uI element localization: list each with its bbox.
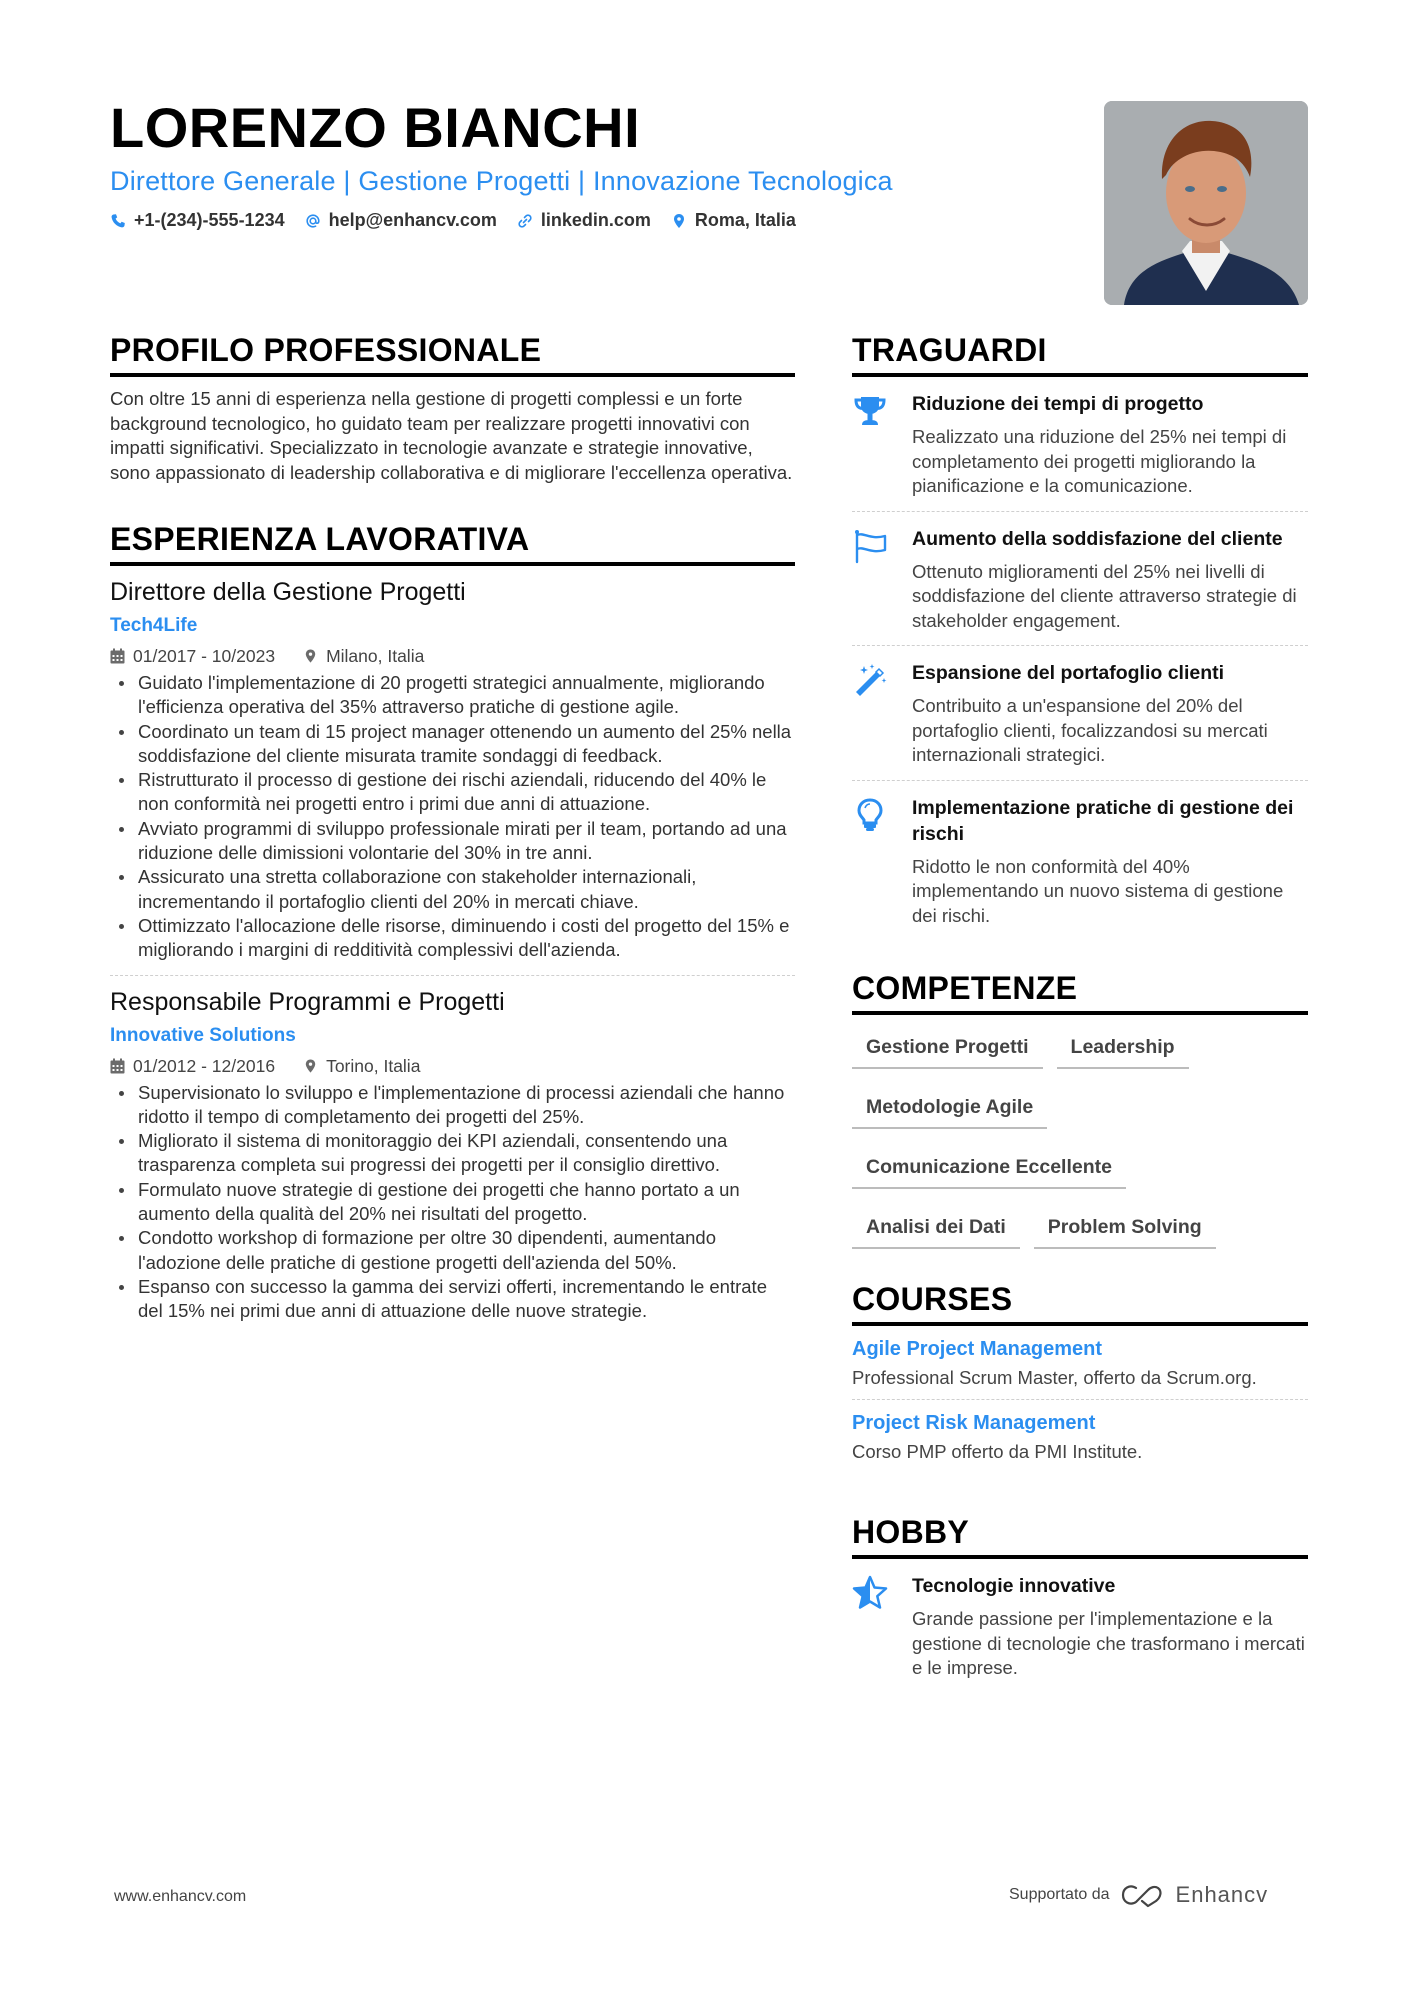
- achievement-item: [852, 645, 1308, 780]
- candidate-name: LORENZO BIANCHI: [110, 96, 641, 159]
- job-title: Responsabile Programmi e Progetti: [110, 987, 505, 1016]
- skill-tag: Problem Solving: [1034, 1209, 1216, 1249]
- job-location-text: Torino, Italia: [326, 1055, 421, 1076]
- job-location: [303, 644, 424, 668]
- achievement-item: [852, 780, 1308, 941]
- resume-header: [110, 96, 1010, 231]
- skill-tag: Gestione Progetti: [852, 1029, 1043, 1069]
- contact-location: [671, 210, 796, 231]
- course-desc: Corso PMP offerto da PMI Institute.: [852, 1440, 1143, 1462]
- lightbulb-icon: [852, 797, 888, 833]
- courses-section: [852, 1279, 1308, 1472]
- bullet-item: Ristrutturato il processo di gestione dei rischi aziendali, riducendo del 40% le non conformità nei progetti entro i primi due anni di attuazione.: [110, 768, 795, 817]
- calendar-icon: [110, 648, 125, 664]
- bullet-item: Ottimizzato l'allocazione delle risorse, diminuendo i costi del progetto del 15% e migliorando i margini di redditività complessivi dell'azienda.: [110, 914, 795, 963]
- map-pin-icon: [303, 1058, 318, 1074]
- magic-wand-icon: [852, 662, 888, 698]
- profile-heading: PROFILO PROFESSIONALE: [110, 330, 795, 377]
- enhancv-logo-icon: [1120, 1882, 1166, 1908]
- portrait-illustration: [1104, 101, 1308, 305]
- profile-section: [110, 330, 795, 485]
- course-desc: Professional Scrum Master, offerto da Scrum.org.: [852, 1367, 1257, 1388]
- link-icon: [517, 213, 533, 229]
- company-name[interactable]: Innovative Solutions: [110, 1024, 296, 1046]
- company-name[interactable]: Tech4Life: [110, 615, 198, 636]
- achievement-desc: Contribuito a un'espansione del 20% del portafoglio clienti, focalizzandosi su mercati internazionali strategici.: [912, 695, 1268, 765]
- job-meta: [110, 644, 795, 668]
- left-column: [110, 330, 795, 1352]
- trophy-icon: [852, 393, 888, 429]
- contact-email[interactable]: [305, 210, 497, 231]
- achievement-desc: Ottenuto miglioramenti del 25% nei livelli di soddisfazione del cliente attraverso strategie di stakeholder engagement.: [912, 560, 1297, 631]
- skill-tag: Comunicazione Eccellente: [852, 1149, 1126, 1189]
- job-bullets: [110, 1081, 795, 1324]
- map-pin-icon: [671, 213, 687, 229]
- bullet-item: Condotto workshop di formazione per oltre 30 dipendenti, aumentando l'adozione delle pratiche di gestione progetti dell'azienda del 50%.: [110, 1226, 795, 1275]
- achievement-desc: Realizzato una riduzione del 25% nei tempi di completamento dei progetti migliorando la pianificazione e la comunicazione.: [912, 426, 1287, 496]
- hobby-title: Tecnologie innovative: [912, 1575, 1116, 1597]
- job-dates-text: 01/2012 - 12/2016: [133, 1055, 276, 1076]
- job-dates: [110, 1054, 275, 1078]
- job-meta: [110, 1054, 795, 1078]
- brand-name: Enhancv: [1175, 1882, 1269, 1907]
- job-entry: [110, 566, 795, 976]
- bullet-item: Coordinato un team di 15 project manager ottenendo un aumento del 25% nella soddisfazione del cliente misurata tramite sondaggi di feedback.: [110, 720, 795, 769]
- star-icon: [852, 1575, 888, 1611]
- course-item: [852, 1326, 1308, 1399]
- job-entry: [110, 976, 795, 1324]
- achievement-item: [852, 377, 1308, 511]
- location-text: Roma, Italia: [694, 210, 796, 230]
- bullet-item: Migliorato il sistema di monitoraggio dei KPI aziendali, consentendo una trasparenza completa sui progressi dei progetti per il consiglio direttivo.: [110, 1129, 795, 1178]
- candidate-title: Direttore Generale | Gestione Progetti | Innovazione Tecnologica: [110, 166, 893, 196]
- contact-linkedin[interactable]: [517, 210, 651, 231]
- contact-phone[interactable]: [110, 210, 285, 231]
- bullet-item: Assicurato una stretta collaborazione con stakeholder internazionali, incrementando il portafoglio clienti del 20% in mercati chiave.: [110, 865, 795, 914]
- hobby-item: [852, 1559, 1308, 1693]
- map-pin-icon: [303, 648, 318, 664]
- phone-icon: [110, 213, 126, 229]
- at-icon: [305, 213, 321, 229]
- powered-by-text: Supportato da: [1009, 1886, 1110, 1903]
- email-text: help@enhancv.com: [328, 210, 497, 230]
- skill-tag: Analisi dei Dati: [852, 1209, 1020, 1249]
- experience-heading: ESPERIENZA LAVORATIVA: [110, 519, 795, 566]
- hobby-section: [852, 1512, 1308, 1693]
- bullet-item: Espanso con successo la gamma dei servizi offerti, incrementando le entrate del 15% nei primi due anni di attuazione delle nuove strategie.: [110, 1275, 795, 1324]
- hobby-heading: HOBBY: [852, 1512, 1308, 1559]
- footer-branding: [1009, 1882, 1268, 1908]
- skills-heading: COMPETENZE: [852, 968, 1308, 1015]
- skills-section: [852, 968, 1308, 1269]
- achievement-desc: Ridotto le non conformità del 40% implementando un nuovo sistema di gestione dei rischi.: [912, 855, 1284, 926]
- achievement-item: [852, 511, 1308, 646]
- achievements-heading: TRAGUARDI: [852, 330, 1308, 377]
- job-location-text: Milano, Italia: [326, 646, 425, 666]
- course-title[interactable]: Project Risk Management: [852, 1411, 1096, 1434]
- flag-icon: [852, 528, 888, 564]
- achievements-section: [852, 330, 1308, 940]
- footer-website[interactable]: www.enhancv.com: [114, 1888, 247, 1905]
- experience-section: [110, 519, 795, 1324]
- course-title[interactable]: Agile Project Management: [852, 1338, 1103, 1360]
- skill-tag: Leadership: [1057, 1029, 1189, 1069]
- linkedin-text: linkedin.com: [540, 210, 651, 230]
- courses-heading: COURSES: [852, 1279, 1308, 1326]
- bullet-item: Formulato nuove strategie di gestione dei progetti che hanno portato a un aumento della qualità del 20% nei risultati del progetto.: [110, 1178, 795, 1227]
- skill-tag: Metodologie Agile: [852, 1089, 1047, 1129]
- achievement-title: Implementazione pratiche di gestione dei rischi: [912, 796, 1294, 845]
- course-item: [852, 1399, 1308, 1473]
- hobby-desc: Grande passione per l'implementazione e la gestione di tecnologie che trasformano i mercati e le imprese.: [912, 1608, 1305, 1678]
- right-column: [852, 330, 1308, 1721]
- skills-list: [852, 1015, 1308, 1269]
- achievement-title: Aumento della soddisfazione del cliente: [912, 527, 1283, 550]
- achievement-title: Espansione del portafoglio clienti: [912, 662, 1225, 684]
- bullet-item: Supervisionato lo sviluppo e l'implementazione di processi aziendali che hanno ridotto il tempo di completamento dei progetti del 25%.: [110, 1081, 795, 1130]
- profile-photo: [1104, 101, 1308, 305]
- job-location: [303, 1054, 420, 1078]
- job-dates-text: 01/2017 - 10/2023: [133, 646, 276, 666]
- job-dates: [110, 644, 275, 668]
- contact-bar: [110, 210, 1010, 231]
- bullet-item: Guidato l'implementazione di 20 progetti strategici annualmente, migliorando l'efficienza operativa del 35% attraverso pratiche di gestione agile.: [110, 671, 795, 720]
- bullet-item: Avviato programmi di sviluppo professionale mirati per il team, portando ad una riduzione delle dimissioni volontarie del 30% in tre anni.: [110, 817, 795, 866]
- achievement-title: Riduzione dei tempi di progetto: [912, 393, 1204, 415]
- job-title: Direttore della Gestione Progetti: [110, 578, 466, 606]
- job-bullets: [110, 671, 795, 963]
- calendar-icon: [110, 1058, 125, 1074]
- profile-summary: Con oltre 15 anni di esperienza nella gestione di progetti complessi e un forte background tecnologico, ho guidato team per realizzare progetti innovativi con impatti significativi. Specializzato in tecnologie avanzate e strategie innovative, sono appassionato di leadership collaborativa e di migliorare l'eccellenza operativa.: [110, 388, 793, 483]
- phone-text: +1-(234)-555-1234: [134, 210, 285, 230]
